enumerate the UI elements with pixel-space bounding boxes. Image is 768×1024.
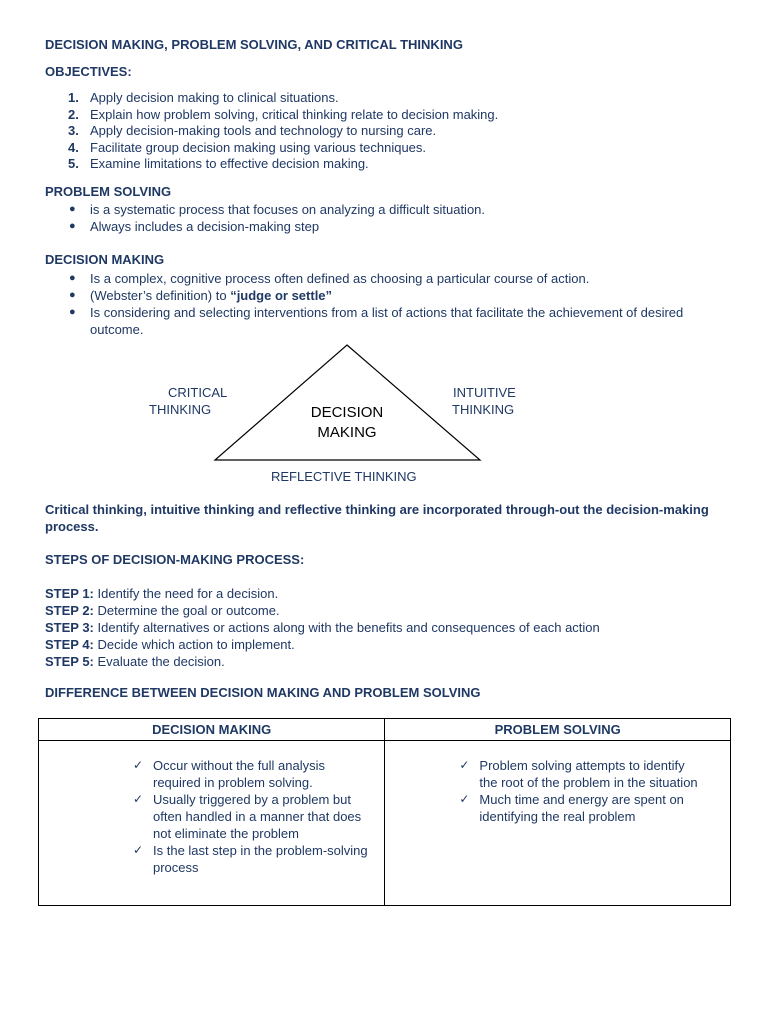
- item-text: Examine limitations to effective decision making.: [90, 156, 369, 172]
- label-critical-thinking: THINKING: [149, 402, 212, 417]
- checkmark-icon: ✓: [459, 758, 470, 772]
- item-text: Explain how problem solving, critical thinking relate to decision making.: [90, 106, 499, 122]
- column-header-decision-making: DECISION MAKING: [39, 719, 385, 741]
- list-item: [45, 156, 745, 173]
- item-number: 5.: [68, 156, 79, 172]
- list-item: ✓ Usually triggered by a problem but often handled in a manner that does not eliminate the problem: [133, 792, 362, 841]
- checkmark-icon: ✓: [459, 792, 470, 806]
- definition-quote: “judge or settle”: [230, 288, 333, 303]
- step-item: STEP 4: Decide which action to implement.: [45, 637, 295, 652]
- decision-making-list: [45, 270, 685, 338]
- page-title: DECISION MAKING, PROBLEM SOLVING, AND CRITICAL THINKING: [45, 37, 463, 52]
- bullet-icon: ●: [69, 220, 76, 232]
- list-item: ● Always includes a decision-making step: [69, 219, 320, 234]
- column-header-problem-solving: PROBLEM SOLVING: [385, 719, 731, 741]
- list-item: ✓ Occur without the full analysis required in problem solving.: [133, 758, 325, 790]
- decision-making-points: [127, 757, 372, 876]
- step-item: STEP 5: Evaluate the decision.: [45, 654, 225, 669]
- item-text: Facilitate group decision making using various techniques.: [90, 139, 427, 155]
- step-item: STEP 1: Identify the need for a decision.: [45, 586, 279, 601]
- label-critical: CRITICAL: [168, 385, 228, 400]
- list-item: ✓ Problem solving attempts to identify the root of the problem in the situation: [459, 758, 698, 790]
- list-item: ✓ Much time and energy are spent on identifying the real problem: [459, 792, 684, 824]
- checkmark-icon: ✓: [133, 758, 144, 772]
- list-item: [45, 123, 745, 140]
- step-item: STEP 2: Determine the goal or outcome.: [45, 603, 280, 618]
- comparison-table: [38, 718, 731, 906]
- list-item: [45, 107, 745, 124]
- decision-making-heading: DECISION MAKING: [45, 252, 165, 267]
- problem-solving-list: [45, 201, 745, 235]
- list-item: [45, 90, 745, 107]
- item-text: Apply decision-making tools and technology to nursing care.: [90, 123, 437, 139]
- label-reflective-thinking: REFLECTIVE THINKING: [271, 469, 417, 484]
- item-number: 1.: [68, 90, 79, 105]
- objectives-heading: OBJECTIVES:: [45, 64, 132, 79]
- item-number: 2.: [68, 106, 79, 122]
- item-text: Apply decision making to clinical situations.: [90, 90, 339, 105]
- label-intuitive: INTUITIVE: [453, 385, 516, 400]
- difference-heading: DIFFERENCE BETWEEN DECISION MAKING AND PROBLEM SOLVING: [45, 685, 481, 700]
- steps-heading: STEPS OF DECISION-MAKING PROCESS:: [45, 552, 305, 567]
- bullet-icon: ●: [69, 289, 76, 301]
- summary-text: Critical thinking, intuitive thinking and reflective thinking are incorporated through-out the decision-making process.: [45, 502, 709, 534]
- list-item: ✓ Is the last step in the problem-solving process: [133, 843, 368, 875]
- problem-solving-heading: PROBLEM SOLVING: [45, 184, 172, 199]
- item-number: 4.: [68, 139, 79, 155]
- list-item: ● is a systematic process that focuses on analyzing a difficult situation.: [69, 202, 486, 217]
- decision-making-cell: [39, 741, 385, 906]
- list-item: ● Is a complex, cognitive process often defined as choosing a particular course of action.: [69, 271, 590, 286]
- problem-solving-points: [453, 757, 703, 825]
- item-number: 3.: [68, 123, 79, 139]
- step-item: STEP 3: Identify alternatives or actions along with the benefits and consequences of each action: [45, 620, 600, 635]
- bullet-icon: ●: [69, 203, 76, 215]
- table-row: [39, 741, 731, 906]
- checkmark-icon: ✓: [133, 792, 144, 806]
- steps-list: [45, 585, 745, 670]
- objectives-list: [45, 90, 745, 173]
- label-intuitive-thinking: THINKING: [452, 402, 515, 417]
- list-item: [45, 140, 745, 157]
- list-item: ● Is considering and selecting interventions from a list of actions that facilitate the achievement of desired outcome.: [69, 305, 684, 337]
- list-item: ● (Webster’s definition) to “judge or settle”: [69, 288, 333, 303]
- bullet-icon: ●: [69, 306, 76, 318]
- table-header-row: [39, 719, 731, 741]
- problem-solving-cell: [385, 741, 731, 906]
- bullet-icon: ●: [69, 272, 76, 284]
- triangle-center-label: DECISION MAKING: [310, 404, 384, 441]
- checkmark-icon: ✓: [133, 843, 144, 857]
